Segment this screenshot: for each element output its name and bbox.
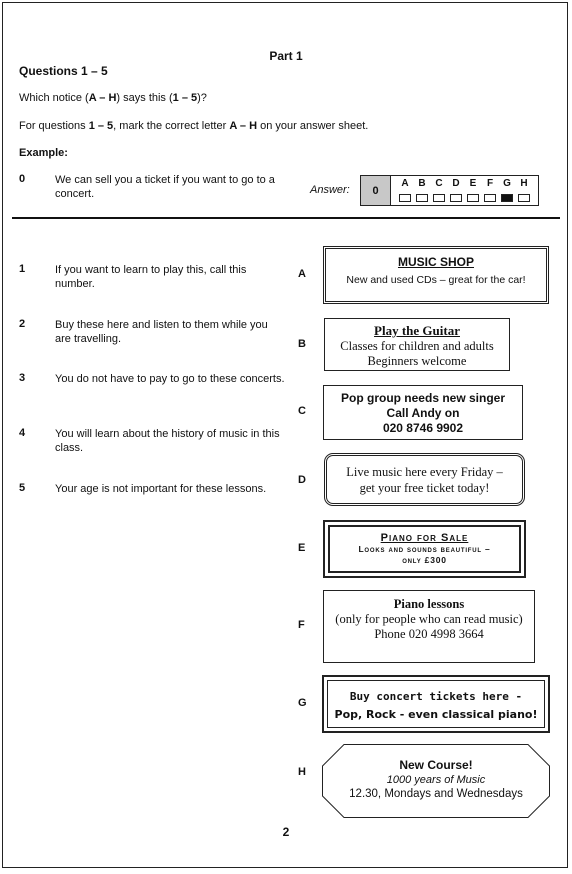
notice-a-title: MUSIC SHOP xyxy=(397,255,474,269)
question-4-number: 4 xyxy=(19,427,26,439)
notice-g-line1: Buy concert tickets here - xyxy=(349,690,523,703)
notice-letter-a: A xyxy=(298,268,306,280)
instruction-2: For questions 1 – 5, mark the correct letter A – H on your answer sheet. xyxy=(19,120,369,132)
answer-label: Answer: xyxy=(310,184,350,196)
example-text: We can sell you a ticket if you want to go to a concert. xyxy=(55,174,275,200)
questions-title: Questions 1 – 5 xyxy=(19,64,108,78)
page-number: 2 xyxy=(282,825,290,839)
notice-letter-b: B xyxy=(298,338,306,350)
notice-letter-f: F xyxy=(298,619,305,631)
notice-letter-g: G xyxy=(298,697,307,709)
notice-letter-e: E xyxy=(298,542,306,554)
notice-d xyxy=(324,453,525,506)
notice-e xyxy=(323,520,526,578)
grid-letter-g: G xyxy=(503,178,511,189)
notice-f-line1: (only for people who can read music) xyxy=(335,612,523,626)
notice-c-line3: 020 8746 9902 xyxy=(382,421,464,435)
section-divider xyxy=(12,217,560,219)
notice-c-line1: Pop group needs new singer xyxy=(340,391,506,405)
answer-grid xyxy=(391,175,539,206)
notice-a-line1: New and used CDs – great for the car! xyxy=(346,274,526,286)
notice-letter-h: H xyxy=(298,766,306,778)
grid-box-h xyxy=(518,194,530,202)
question-5-number: 5 xyxy=(19,482,26,494)
example-number: 0 xyxy=(19,173,26,185)
notice-d-line1: Live music here every Friday – xyxy=(346,465,503,479)
notice-h xyxy=(322,744,550,818)
question-3-text: You do not have to pay to go to these concerts. xyxy=(55,373,285,385)
notice-c xyxy=(323,385,523,440)
part-title: Part 1 xyxy=(269,49,303,63)
notice-e-line1: Looks and sounds beautiful – xyxy=(358,544,491,554)
instruction-1: Which notice (A – H) says this (1 – 5)? xyxy=(19,92,207,104)
notice-e-line2: only £300 xyxy=(402,555,447,565)
notice-a xyxy=(323,246,549,304)
notice-b-line1: Classes for children and adults xyxy=(340,339,494,353)
question-2-number: 2 xyxy=(19,318,26,330)
question-1-number: 1 xyxy=(19,263,26,275)
question-2-text: Buy these here and listen to them while you are travelling. xyxy=(55,319,268,345)
question-4-text: You will learn about the history of music in this class. xyxy=(55,428,280,454)
grid-letter-b: B xyxy=(418,178,426,189)
notice-b xyxy=(324,318,510,371)
notice-h-line2: 12.30, Mondays and Wednesdays xyxy=(349,788,523,800)
grid-box-g-marked xyxy=(501,194,513,202)
notice-d-line2: get your free ticket today! xyxy=(359,481,490,495)
notice-f-title: Piano lessons xyxy=(393,597,465,611)
grid-letter-a: A xyxy=(401,178,409,189)
answer-number-box: 0 xyxy=(360,175,391,206)
question-5-text: Your age is not important for these lessons. xyxy=(55,483,267,495)
notice-f xyxy=(323,590,535,663)
grid-letter-e: E xyxy=(469,178,477,189)
grid-letter-f: F xyxy=(486,178,494,189)
notice-c-line2: Call Andy on xyxy=(386,406,460,420)
grid-letter-h: H xyxy=(520,178,528,189)
grid-box-b xyxy=(416,194,428,202)
grid-box-d xyxy=(450,194,462,202)
notice-h-line1: 1000 years of Music xyxy=(386,774,486,786)
notice-b-line2: Beginners welcome xyxy=(367,354,467,368)
grid-box-f xyxy=(484,194,496,202)
notice-letter-c: C xyxy=(298,405,306,417)
notice-letter-d: D xyxy=(298,474,306,486)
notice-b-title: Play the Guitar xyxy=(374,323,460,338)
notice-g xyxy=(322,675,550,733)
notice-g-line2: Pop, Rock - even classical piano! xyxy=(334,708,538,721)
question-1-text: If you want to learn to play this, call this number. xyxy=(55,264,247,290)
grid-box-c xyxy=(433,194,445,202)
notice-e-title: Piano for Sale xyxy=(380,532,469,544)
question-3-number: 3 xyxy=(19,372,26,384)
example-label: Example: xyxy=(19,147,68,159)
grid-box-e xyxy=(467,194,479,202)
grid-letter-d: D xyxy=(452,178,460,189)
notice-h-title: New Course! xyxy=(399,758,473,772)
grid-box-a xyxy=(399,194,411,202)
grid-letter-c: C xyxy=(435,178,443,189)
notice-f-line2: Phone 020 4998 3664 xyxy=(374,627,484,641)
